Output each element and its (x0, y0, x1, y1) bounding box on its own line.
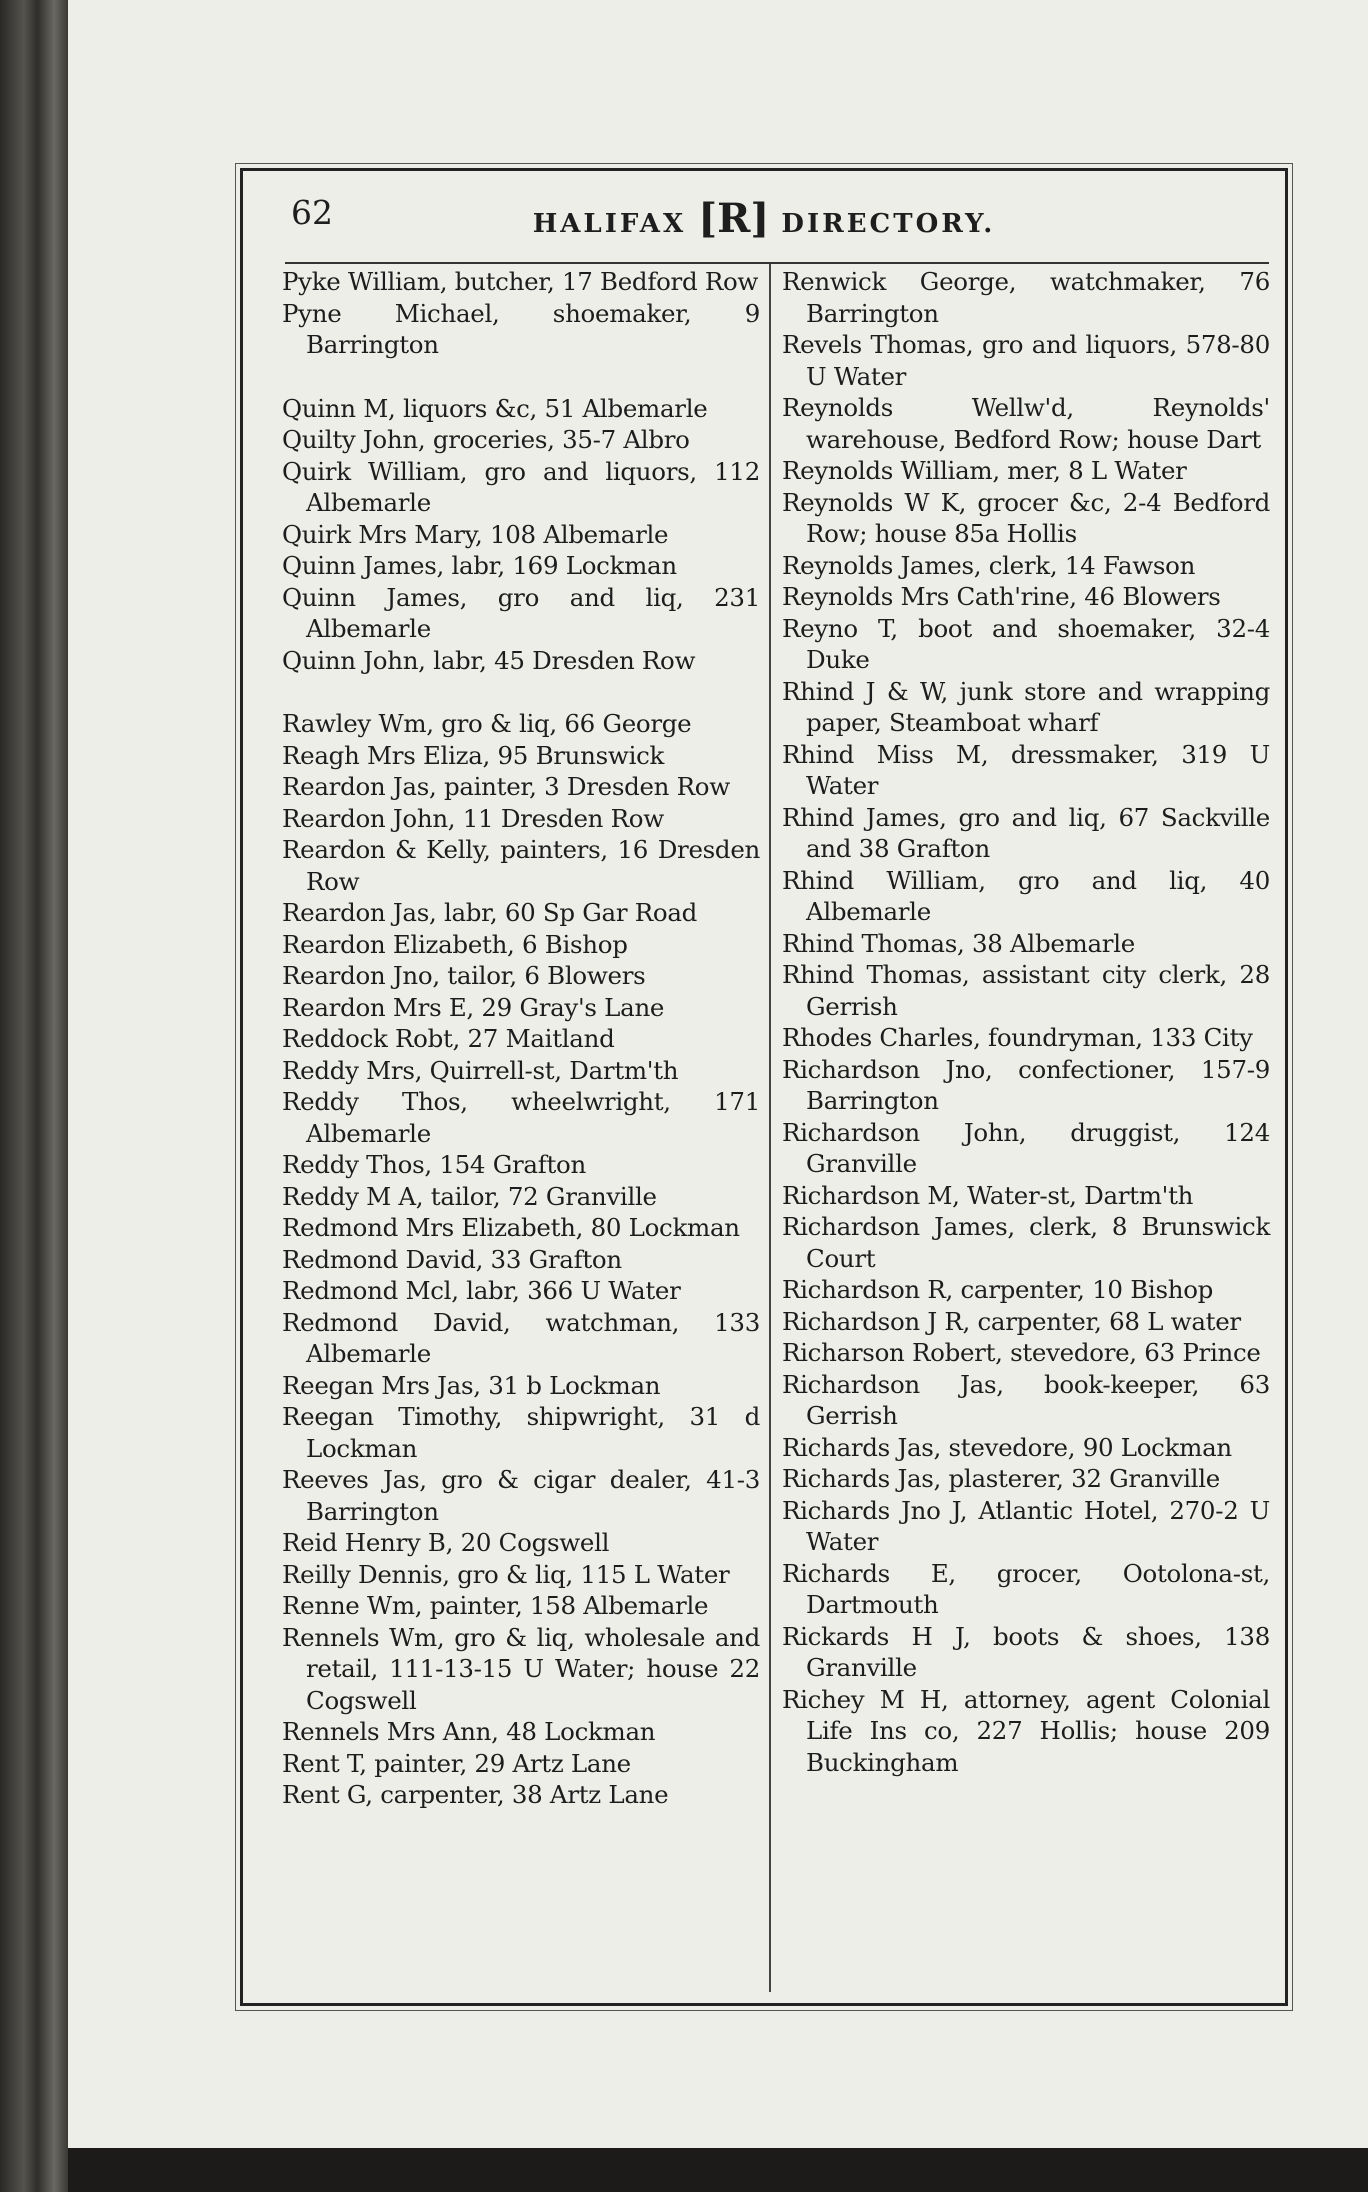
list-item: Rennels Wm, gro & liq, wholesale and retail, 111-13-15 U Water; house 22 Cogswell (282, 1622, 760, 1715)
list-item: Richardson M, Water-st, Dartm'th (782, 1180, 1194, 1210)
list-item: Revels Thomas, gro and liquors, 578-80 U Water (782, 330, 1270, 391)
list-item: Pyke William, butcher, 17 Bedford Row (282, 267, 759, 296)
header-rule (285, 262, 1269, 264)
list-item: Richards E, grocer, Ootolona-st, Dartmouth (782, 1558, 1270, 1619)
list-item: Quinn M, liquors &c, 51 Albemarle (282, 393, 708, 423)
list-item: Richey M H, attorney, agent Colonial Life Ins co, 227 Hollis; house 209 Buckingham (782, 1684, 1270, 1777)
list-item: Quilty John, groceries, 35-7 Albro (282, 425, 690, 454)
list-item: Rent T, painter, 29 Artz Lane (282, 1748, 631, 1778)
list-item: Quinn John, labr, 45 Dresden Row (282, 645, 696, 675)
list-item: Reynolds James, clerk, 14 Fawson (782, 550, 1196, 580)
running-title (255, 195, 1273, 242)
list-item: Reardon John, 11 Dresden Row (282, 803, 664, 833)
right-column (782, 266, 1270, 1778)
list-item: Reardon Mrs E, 29 Gray's Lane (282, 992, 665, 1022)
list-item: Richardson Jas, book-keeper, 63 Gerrish (782, 1369, 1270, 1430)
header-letter-open: [ (698, 195, 718, 242)
list-item: Reeves Jas, gro & cigar dealer, 41-3 Barrington (282, 1465, 760, 1526)
list-item: Reardon Jas, painter, 3 Dresden Row (282, 772, 730, 801)
list-item: Richards Jas, stevedore, 90 Lockman (782, 1432, 1232, 1462)
list-item: Reynolds W K, grocer &c, 2-4 Bedford Row; house 85a Hollis (782, 487, 1270, 548)
list-item: Redmond David, 33 Grafton (282, 1244, 622, 1274)
list-item: Redmond Mcl, labr, 366 U Water (282, 1276, 681, 1305)
list-item: Redmond David, watchman, 133 Albemarle (282, 1307, 760, 1368)
list-item: Renne Wm, painter, 158 Albemarle (282, 1591, 709, 1620)
list-item: Richardson R, carpenter, 10 Bishop (782, 1275, 1214, 1304)
list-item: Reagh Mrs Eliza, 95 Brunswick (282, 740, 665, 770)
list-item: Quinn James, gro and liq, 231 Albemarle (282, 582, 760, 643)
list-item: Richardson James, clerk, 8 Brunswick Court (782, 1212, 1270, 1273)
list-item: Rhind William, gro and liq, 40 Albemarle (782, 865, 1270, 926)
list-item: Rent G, carpenter, 38 Artz Lane (282, 1780, 669, 1809)
list-item: Reddy Mrs, Quirrell-st, Dartm'th (282, 1055, 679, 1085)
list-item: Quirk Mrs Mary, 108 Albemarle (282, 519, 669, 549)
list-item: Pyne Michael, shoemaker, 9 Barrington (282, 298, 760, 359)
list-item: Reardon Jas, labr, 60 Sp Gar Road (282, 898, 698, 927)
list-item: Reynolds Mrs Cath'rine, 46 Blowers (782, 582, 1221, 611)
header-city: HALIFAX (532, 209, 687, 239)
list-item: Reddy Thos, wheelwright, 171 Albemarle (282, 1087, 760, 1148)
list-item: Quirk William, gro and liquors, 112 Albemarle (282, 456, 760, 517)
list-item: Rhind J & W, junk store and wrapping paper, Steamboat wharf (782, 676, 1270, 737)
list-item: Reddy Thos, 154 Grafton (282, 1150, 586, 1179)
list-item: Quinn James, labr, 169 Lockman (282, 551, 677, 580)
page-header (255, 185, 1273, 255)
list-item: Reilly Dennis, gro & liq, 115 L Water (282, 1559, 730, 1589)
left-column (282, 266, 760, 1811)
list-item: Richardson J R, carpenter, 68 L water (782, 1306, 1241, 1336)
list-item: Richarson Robert, stevedore, 63 Prince (782, 1338, 1261, 1367)
list-item: Reardon Jno, tailor, 6 Blowers (282, 961, 646, 990)
list-item: Richardson Jno, confectioner, 157-9 Barrington (782, 1054, 1270, 1115)
list-item: Rhodes Charles, foundryman, 133 City (782, 1023, 1253, 1052)
book-spine (0, 0, 68, 2192)
list-item: Reddy M A, tailor, 72 Granville (282, 1181, 657, 1211)
list-item: Reegan Mrs Jas, 31 b Lockman (282, 1370, 661, 1400)
header-title: DIRECTORY. (781, 209, 996, 239)
list-item: Richards Jno J, Atlantic Hotel, 270-2 U Water (782, 1495, 1270, 1556)
list-item: Rawley Wm, gro & liq, 66 George (282, 709, 692, 738)
list-item: Redmond Mrs Elizabeth, 80 Lockman (282, 1213, 740, 1242)
list-item: Rhind Thomas, assistant city clerk, 28 Gerrish (782, 960, 1270, 1021)
list-item: Reid Henry B, 20 Cogswell (282, 1528, 610, 1557)
list-item: Reynolds William, mer, 8 L Water (782, 456, 1187, 485)
list-item: Richardson John, druggist, 124 Granville (782, 1117, 1270, 1178)
list-item: Rhind Thomas, 38 Albemarle (782, 928, 1135, 958)
list-item: Rickards H J, boots & shoes, 138 Granville (782, 1621, 1270, 1682)
list-item: Reyno T, boot and shoemaker, 32-4 Duke (782, 613, 1270, 674)
list-item: Rhind Miss M, dressmaker, 319 U Water (782, 739, 1270, 800)
list-item: Rhind James, gro and liq, 67 Sackville and 38 Grafton (782, 802, 1270, 863)
list-item: Renwick George, watchmaker, 76 Barrington (782, 267, 1270, 328)
list-item: Reynolds Wellw'd, Reynolds' warehouse, Bedford Row; house Dart (782, 393, 1270, 454)
page-number: 62 (291, 193, 333, 232)
column-divider (769, 264, 771, 1992)
header-letter: R (717, 195, 751, 242)
list-item: Reegan Timothy, shipwright, 31 d Lockman (282, 1402, 760, 1463)
list-item: Reardon Elizabeth, 6 Bishop (282, 929, 628, 959)
list-item: Richards Jas, plasterer, 32 Granville (782, 1464, 1220, 1493)
list-item: Reardon & Kelly, painters, 16 Dresden Row (282, 835, 760, 896)
list-item: Reddock Robt, 27 Maitland (282, 1024, 615, 1053)
list-item: Rennels Mrs Ann, 48 Lockman (282, 1717, 656, 1746)
header-letter-close: ] (750, 195, 770, 242)
